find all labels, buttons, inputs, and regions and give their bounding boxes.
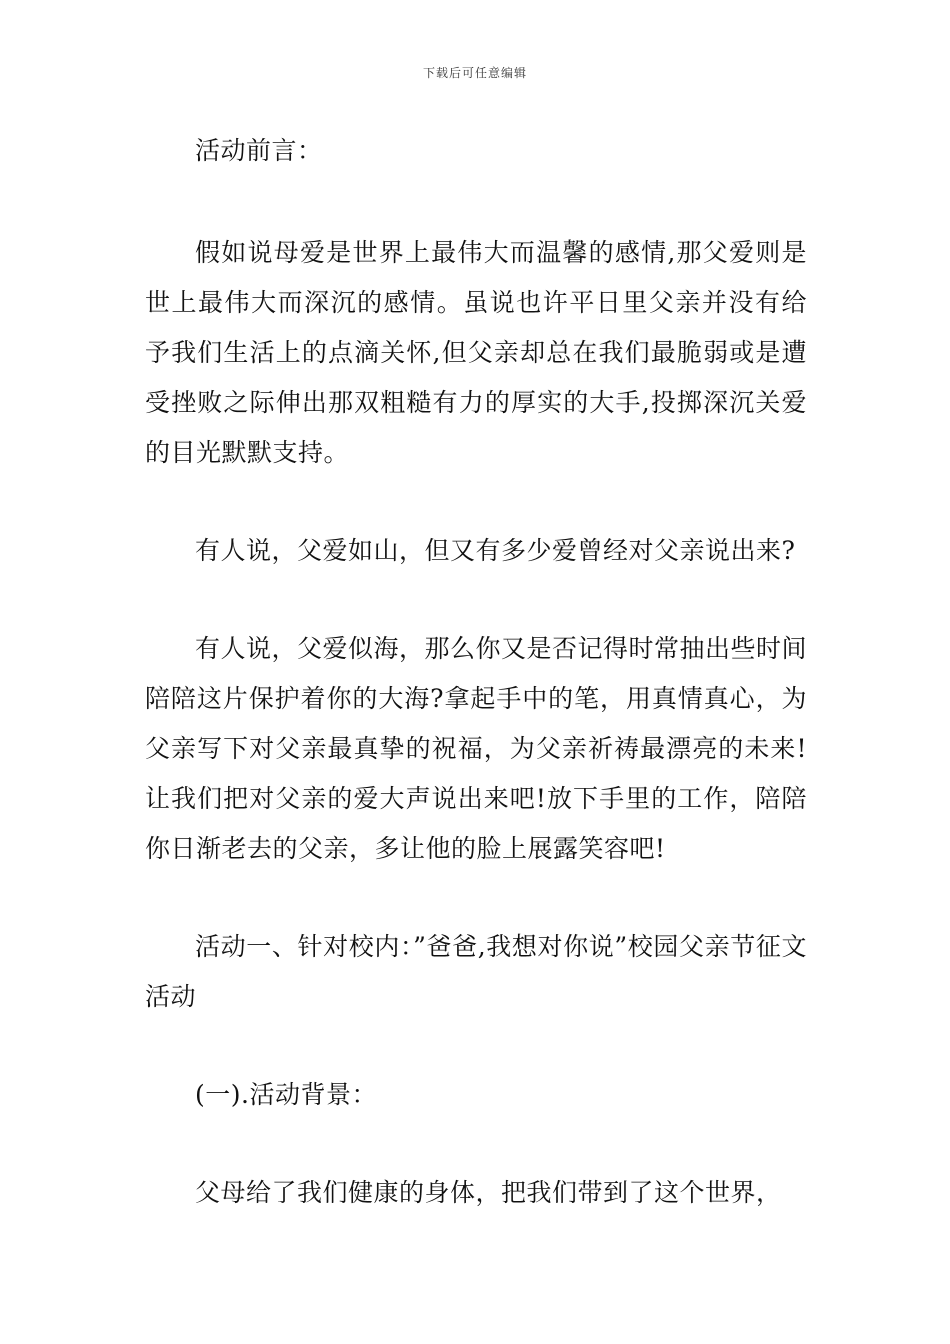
activity-background-heading: (一).活动背景： [195,1080,377,1109]
father-sea-paragraph: 有人说，父爱似海，那么你又是否记得时常抽出些时间陪陪这片保护着你的大海?拿起手中的笔，用真情真心，为父亲写下对父亲最真挚的祝福，为父亲祈祷最漂亮的未来!让我们把对父亲的爱大声说出来吧!放下手里的工作，陪陪你日渐老去的父亲，多让他的脸上展露笑容吧! [145,634,808,863]
document-body [145,126,807,1218]
background-paragraph: 父母给了我们健康的身体，把我们带到了这个世界， [195,1178,782,1207]
activity-one-heading: 活动一、针对校内：”爸爸,我想对你说”校园父亲节征文活动 [145,932,807,1011]
download-note: 下载后可任意编辑 [422,66,527,80]
preface-heading: 活动前言： [195,136,323,165]
preface-paragraph: 假如说母爱是世界上最伟大而温馨的感情,那父爱则是世上最伟大而深沉的感情。虽说也许平日里父亲并没有给予我们生活上的点滴关怀,但父亲却总在我们最脆弱或是遭受挫败之际伸出那双粗糙有力的厚实的大手,投掷深沉关爱的目光默默支持。 [145,238,807,467]
father-mountain-paragraph: 有人说，父爱如山，但又有多少爱曾经对父亲说出来? [195,536,796,565]
